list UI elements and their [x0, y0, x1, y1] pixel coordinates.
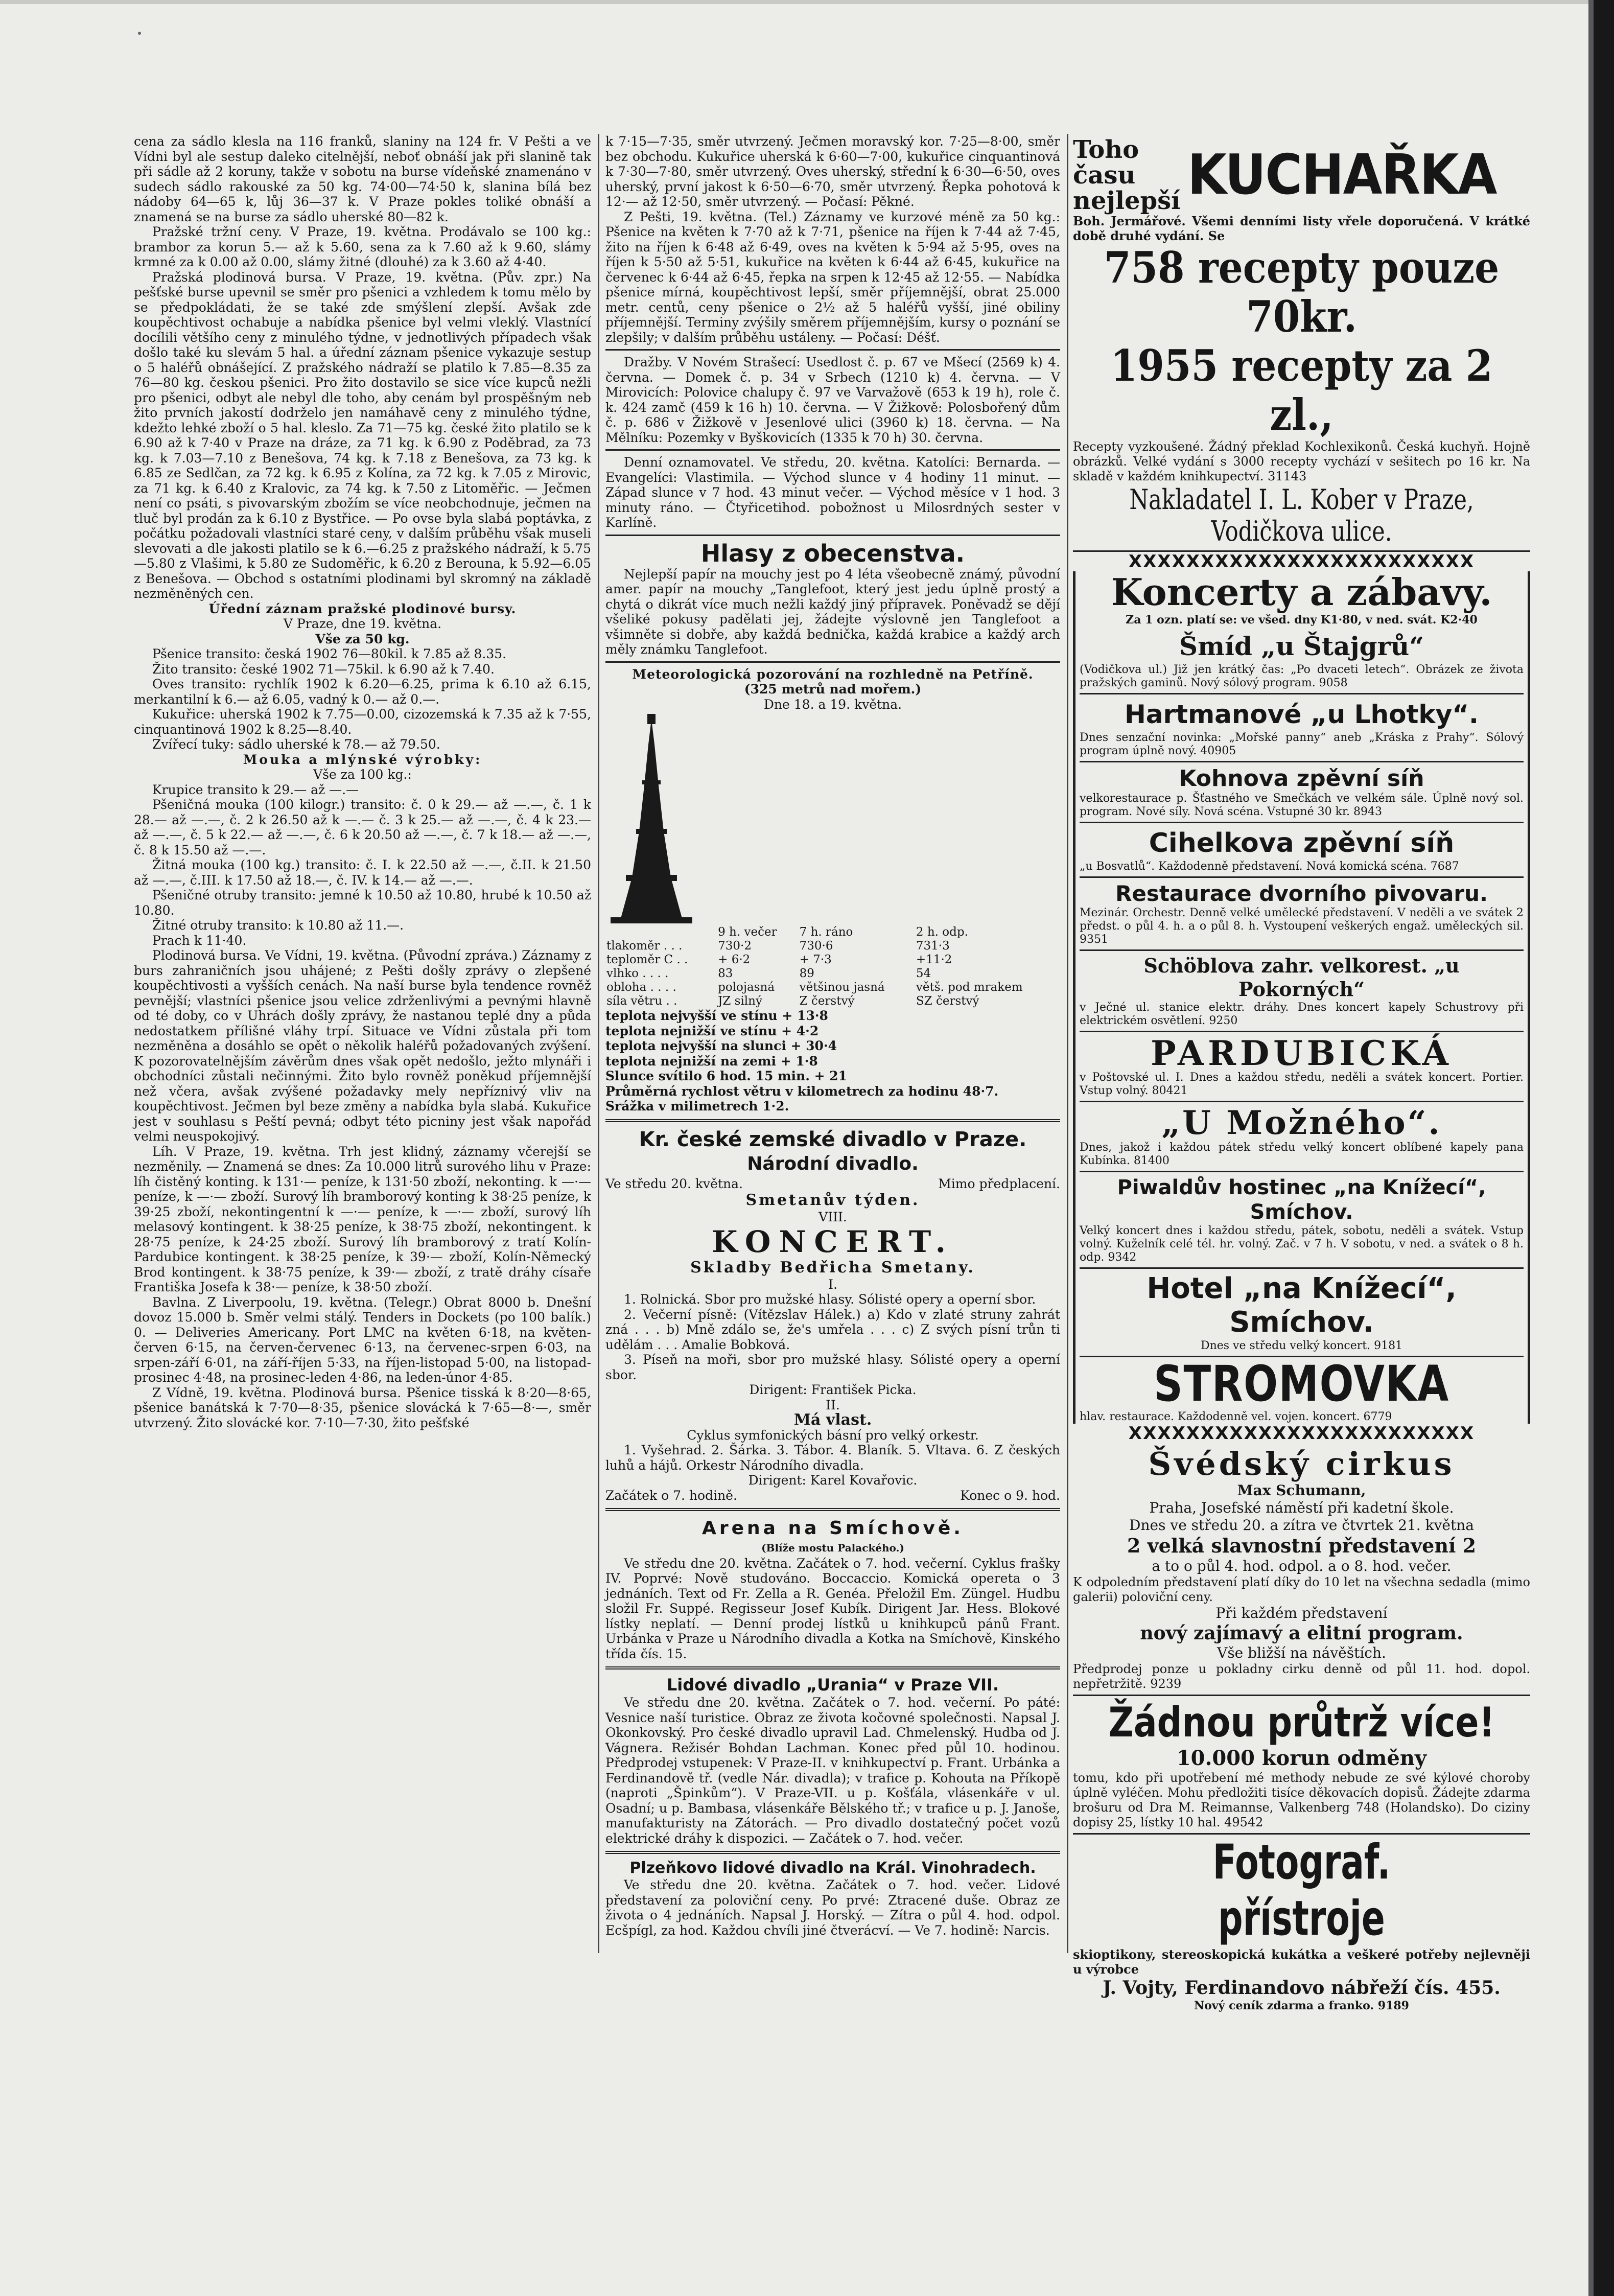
meteo-row	[605, 939, 1060, 953]
meteo-cell: síla větru . .	[606, 994, 677, 1008]
page-right-edge	[1594, 0, 1614, 2296]
arena-text: Ve středu dne 20. května. Začátek o 7. hod. večerní. Cyklus frašky IV. Poprvé: Nově studováno. Boccaccio. Komická opereta o 3 jednáních. Text od Fr. Zella a R. Genéa. Přeložil Em. Züngel. Hudbu složil Fr. Suppé. Regisseur Josef Kubík. Dirigent Jar. Hess. Blokové lístky neplatí. — Denní prodej lístků u knihkupců pánů Frant. Urbánka v Praze u Národního divadla a Kotka na Smíchově, Kinského třída čís. 15.	[605, 1556, 1060, 1661]
meteo-date: Dne 18. a 19. května.	[763, 697, 902, 712]
article-paragraph: Z Vídně, 19. května. Plodinová bursa. Pšenice tisská k 8·20—8·65, pšenice banátská k 7·70—8·35, pšenice slovácká k 7·65—8·—, směr utvrzený. Žito slovácké kor. 7·10—7·30, žito pešťské	[134, 1385, 591, 1430]
ad-title: Restaurace dvorního pivovaru.	[1115, 881, 1488, 906]
ad-title: PARDUBICKÁ	[1151, 1033, 1453, 1073]
kucharka-title: KUCHAŘKA	[1187, 143, 1496, 207]
ad-text: v Ječné ul. stanice elektr. dráhy. Dnes koncert kapely Schustrovy při elektrickém osvětlení. 9250	[1080, 1001, 1524, 1027]
ad-text: Max Schumann,	[1237, 1482, 1366, 1499]
ad-restaurace	[1080, 878, 1524, 951]
concert-item: Cyklus symfonických básní pro velký orkestr.	[687, 1427, 979, 1443]
meteo-cell: SZ čerstvý	[916, 994, 979, 1008]
ad-title: Piwaldův hostinec „na Knížecí“, Smíchov.	[1117, 1176, 1486, 1224]
article-paragraph: Bavlna. Z Liverpoolu, 19. května. (Telegr.) Obrat 8000 b. Dnešní dovoz 15.000 b. Směr velmi stálý. Tenders in Dockets (po 100 balík.) 0. — Deliveries Americany. Port LMC na květen 6·18, na květen-červen 6·15, na červen-červenec 6·13, na červenec-srpen 6·03, na srpen-září 6·01, na září-říjen 5·33, na říjen-listopad 5·00, na listopad-prosinec 4·48, na prosinec-leden 4·86, na leden-únor 4·85.	[134, 1294, 591, 1385]
petrin-tower-illustration	[605, 714, 697, 923]
ad-title: Šmíd „u Štajgrů“	[1179, 631, 1424, 661]
meteo-table	[605, 925, 1060, 1008]
arena-subtitle: (Blíže mostu Palackého.)	[761, 1542, 904, 1554]
meteo-cell: + 6·2	[718, 953, 751, 966]
meteo-cell: obloha . . . .	[606, 981, 676, 994]
ad-title: Hotel „na Knížecí“, Smíchov.	[1147, 1272, 1457, 1339]
urania-text: Ve středu dne 20. května. Začátek o 7. hod. večerní. Po páté: Vesnice naší turistice. Obraz ze života kočovné společnosti. Napsal J. Okonkovský. Pro české divadlo upravil Lad. Chmelenský. Hudba od J. Vágnera. Režisér Bohdan Lachman. Konec před půl 10. hodinou. Předprodej vstupenek: V Praze-II. v knihkupectví p. Frant. Urbánka a Ferdinandově tř. (vedle Nár. divadla); v trafice p. Kohouta na Příkopě (naproti „Špinkům“). V Praze-VII. u p. Košťála, vlásenkáře v ul. Osadní; u p. Bambasa, vlásenkáře Bělského tř.; v trafice u p. J. Janoše, manufakturisty na Zátorách. — Pro divadlo dostatečný počet vozů elektrické dráhy k dispozici. — Začátek o 7. hod. večer.	[605, 1695, 1060, 1846]
section-divider	[605, 449, 1060, 451]
official-record-date: V Praze, dne 19. května.	[283, 616, 442, 631]
price-line: Prach k 11·40.	[152, 933, 247, 948]
ad-text: skioptikony, stereoskopická kukátka a veškeré potřeby nejlevněji u výrobce	[1073, 1947, 1530, 1977]
section-divider	[605, 1508, 1060, 1511]
official-record-unit: Vše za 50 kg.	[315, 631, 410, 646]
ad-title: Schöblova zahr. velkorest. „u Pokorných“	[1143, 954, 1460, 1001]
vinohrady-text: Ve středu dne 20. května. Začátek o 7. hod. večer. Lidové představení za poloviční ceny. Po prvé: Ztracené duše. Obraz ze života o 4 jednáních. Napsal J. Horský. — Zítra o půl 4. hod. odpol. Ecšpígl, za hod. Každou chvíli jiné čtverácví. — Ve 7. hodině: Narcis.	[605, 1877, 1060, 1938]
concert-start: Začátek o 7. hodině.	[605, 1488, 737, 1503]
column-market-reports	[134, 134, 591, 1968]
public-voices-title: Hlasy z obecenstva.	[700, 539, 965, 567]
page-mark	[138, 32, 141, 35]
ad-mozneho	[1080, 1102, 1524, 1172]
meteo-cell: tlakoměr . . .	[606, 939, 683, 953]
kucharka-left-line: Toho	[1073, 135, 1139, 164]
column-advertisements	[1073, 134, 1530, 2012]
flour-unit: Vše za 100 kg.:	[313, 767, 412, 782]
kucharka-left-line: času	[1073, 161, 1136, 190]
price-line: Žito transito: české 1902 71—75kil. k 6.90 až k 7.40.	[152, 661, 495, 677]
meteo-extra-line: Srážka v milimetrech 1·2.	[605, 1099, 789, 1114]
theatre-note: Mimo předplacení.	[938, 1176, 1060, 1191]
ad-kucharka	[1073, 134, 1530, 552]
ad-title: Kohnova zpěvní síň	[1179, 766, 1424, 792]
meteo-cell: většinou jasná	[799, 981, 885, 994]
meteo-extra-line: Slunce svítilo 6 hod. 15 min. + 21	[605, 1069, 848, 1083]
column-news-theatre	[605, 134, 1060, 1953]
ad-pardubicka	[1080, 1032, 1524, 1102]
ad-text: Velký koncert dnes i každou středu, pátek, sobotu, neděli a svátek. Vstup volný. Kuželník celé tél. hr. volný. Zač. v 7 h. V sobotu, v ned. a svátek o 8 h. odp. 9342	[1080, 1224, 1524, 1264]
meteo-subtitle: (325 metrů nad mořem.)	[744, 682, 922, 697]
meteo-cell: + 7·3	[799, 953, 832, 966]
ad-text: tomu, kdo při upotřebení mé methody nebude ze své kýlové choroby úplně vyléčen. Mohu předložiti tisíce děkovacích dopisů. Žádejte zdarma brošuru od Dra M. Reimannse, Valkenberg 748 (Holandsko). Do ciziny dopisy 25, lístky 10 hal. 49542	[1073, 1771, 1530, 1829]
meteo-cell: 730·6	[799, 939, 833, 953]
ad-text: Dnes, jakož i každou pátek středu velký koncert oblíbené kapely pana Kubínka. 81400	[1080, 1141, 1524, 1167]
meteo-cell: teploměr C . .	[606, 953, 688, 966]
section-divider	[605, 661, 1060, 663]
meteo-extra-line: teplota nejvyšší na slunci + 30·4	[605, 1038, 837, 1053]
meteo-extra-line: teplota nejnižší ve stínu + 4·2	[605, 1023, 819, 1038]
concert-part-I: I.	[828, 1277, 837, 1292]
ad-kohnova	[1080, 762, 1524, 823]
ad-address: J. Vojty, Ferdinandovo nábřeží čís. 455.	[1103, 1977, 1501, 1999]
ma-vlast-title: Má vlast.	[793, 1411, 872, 1429]
ad-title: STROMOVKA	[1154, 1355, 1449, 1412]
ad-title: Hartmanové „u Lhotky“.	[1124, 700, 1479, 729]
concert-end: Konec o 9. hod.	[960, 1488, 1060, 1503]
meteo-col-header: 2 h. odp.	[916, 925, 968, 939]
price-line: Krupice transito k 29.— až —.—	[152, 782, 359, 797]
meteo-row	[605, 981, 1060, 994]
meteo-cell: polojasná	[718, 981, 775, 994]
smetana-week-number: VIII.	[818, 1210, 847, 1224]
ad-text: Vše bližší na návěštích.	[1217, 1644, 1386, 1661]
meteo-row	[605, 953, 1060, 967]
article-paragraph: Líh. V Praze, 19. května. Trh jest klidný, záznamy včerejší se nezměnily. — Znamená se dnes: Za 10.000 litrů surového lihu v Praze: líh čistěný konting. k 131·— peníze, k 131·50 zboží, nekonting. k —·— peníze, k —·— zboží. Surový líh bramborový konting k 38·25 peníze, k 39·25 zboží, nekontingentní k —·— peníze, k —·— zboží, surový líh melasový kontingent. k 38·25 peníze, k 38·75 zboží, nekontingent. k 28·75 peníze, k 24·25 zboží. Surový líh bramborový z tratí Kolín-Pardubice kontingent. k 38·25 peníze, k 39·— zboží, Kolín-Německý Brod kontingent. k 38·75 peníze, k 39·— zboží, z tratě dráhy císaře Františka Josefa k 38·— peníze, k 38·50 zboží.	[134, 1144, 591, 1294]
ad-title: Fotograf. přístroje	[1212, 1835, 1391, 1946]
ad-title: Švédský cirkus	[1148, 1445, 1455, 1482]
meteo-cell: 83	[718, 967, 733, 980]
article-paragraph: Plodinová bursa. Ve Vídni, 19. května. (Původní zpráva.) Záznamy z burs zahraničních jsou uhájené; z Pešti došly zprávy o zlepšené koupěchtivosti a vyšších cenách. Na naší burse byla tendence rovněž pevnější; vlastníci pšenice jsou velice zdrženlivými a pevnými hlavně od té doby, co v Uhrách došly zprávy, že nastanou teplé dny a půda nedostatkem přílišné vláhy trpí. Situace ve Vídni zůstala při tom nezměněna a dosáhlo se opět o několik haléřů požadovaných zvýšení. K pozorovatelnějším závěrům dnes však opět nedošlo, ježto mlynáři i obchodníci zůstali nečinnými. Žito bylo rovněž poněkud příjemnější než včera, avšak zvýšené požadavky mely nepříznivý vliv na koupěchtivost. Ječmen byl beze změny a nabídka byla slabá. Kukuřice jest v souhlasu s Peští pevná; odbyt této picniny jest však napořád velmi neuspokojivý.	[134, 948, 591, 1144]
daily-notice-paragraph: Denní oznamovatel. Ve středu, 20. května. Katolíci: Bernarda. — Evangelíci: Vlastimila. — Východ slunce v 4 hodiny 11 minut. — Západ slunce v 7 hod. 43 minut večer. — Východ měsíce v 1 hod. 3 minuty ráno. — Čtyřicetihod. pobožnost u Milosrdných sester v Karlíně.	[605, 455, 1060, 530]
ad-cirkus	[1073, 1443, 1530, 1696]
ad-text: Dnes ve středu 20. a zítra ve čtvrtek 21. května	[1129, 1517, 1474, 1534]
official-record-title: Úřední záznam pražské plodinové bursy.	[208, 601, 517, 616]
ad-stromovka	[1080, 1357, 1524, 1424]
concert-times	[605, 1488, 1060, 1503]
decorative-x-border: XXXXXXXXXXXXXXXXXXXXXXXX	[1128, 1423, 1475, 1444]
theatre-date: Ve středu 20. května.	[605, 1176, 743, 1191]
meteo-cell: JZ silný	[718, 994, 762, 1008]
ad-title: Cihelkova zpěvní síň	[1149, 828, 1455, 859]
concert-title: KONCERT.	[712, 1224, 954, 1259]
price-line: Pšeničná mouka (100 kilogr.) transito: č. 0 k 29.— až —.—, č. 1 k 28.— až —.—, č. 2 k 26.50 až k —.— č. 3 k 25.— až —.—, č. 4 k 23.— až —.—, č. 5 k 22.— až —.—, č. 6 k 20.50 až —.—, č. 7 k 18.— až —.—, č. 8 k 15.50 až —.—.	[134, 797, 591, 857]
flour-heading: Mouka a mlýnské výrobky:	[243, 752, 482, 767]
article-paragraph: k 7·15—7·35, směr utvrzený. Ječmen moravský kor. 7·25—8·00, směr bez obchodu. Kukuřice uherská k 6·60—7·00, kukuřice cinquantinová k 7·30—7·80, směr utvrzený. Oves uherský, střední k 6·30—6·50, oves uherský, první jakost k 6·50—6·70, směr utvrzený. Řepka pohotová k 12·— až 12·50, směr utvrzený. — Počasí: Pěkné.	[605, 134, 1060, 209]
ad-text: nový zajímavý a elitní program.	[1140, 1622, 1463, 1644]
meteo-row	[605, 967, 1060, 981]
kucharka-header	[1073, 137, 1530, 214]
concerts-price-note: Za 1 ozn. platí se: ve všed. dny K1·80, v ned. svát. K2·40	[1126, 613, 1478, 627]
smetana-week: Smetanův týden.	[745, 1191, 920, 1209]
ad-text: (Vodičkova ul.) Již jen krátký čas: „Po dvaceti letech“. Obrázek ze života pražských gaminů. Nový sólový program. 9058	[1080, 663, 1524, 689]
ad-title: „U Možného“.	[1161, 1104, 1442, 1142]
meteo-cell: 730·2	[718, 939, 752, 953]
public-voices-text: Nejlepší papír na mouchy jest po 4 léta všeobecně známý, původní amer. papír na mouchy „Tanglefoot, který jest jedu úplně prostý a chytá o dikrát více much nežli každý jiný přípravek. Poněvadž se dějí všeliké pokusy padělati jej, žádejte výslovně jen Tanglefoot a všimněte si dobře, aby každá bednička, každá krabice a každý arch měly známku Tanglefoot.	[605, 566, 1060, 657]
price-line: Oves transito: rychlík 1902 k 6.20—6.25, prima k 6.10 až 6.15, merkantilní k 6.— až 6.05, vadný k 0.— až 0.—.	[134, 677, 591, 707]
decorative-x-border: XXXXXXXXXXXXXXXXXXXXXXXX	[1128, 551, 1475, 572]
section-divider	[605, 1119, 1060, 1122]
article-paragraph: cena za sádlo klesla na 116 franků, slaniny na 124 fr. V Pešti a ve Vídni byl ale sestup daleko citelnější, neboť obnáší jak při slanině tak při sádle až 2 koruny, takže v sobotu na burse vídeňské znamenáno v sudech sádlo rakouské za 50 kg. 74·00—74·50 k, slanina bílá bez nádoby 64—65 k, lůj 36—37 k. V Praze pokles toliké obnáší a znamená se na burse za sádlo uherské 80—82 k.	[134, 134, 591, 224]
ad-fotograf	[1073, 1835, 1530, 2012]
meteo-cell: 54	[916, 967, 931, 980]
page-top-edge	[0, 0, 1614, 4]
urania-title: Lidové divadlo „Urania“ v Praze VII.	[666, 1675, 999, 1695]
price-line: Zvířecí tuky: sádlo uherské k 78.— až 79.50.	[152, 737, 440, 752]
ad-stajgru	[1080, 627, 1524, 694]
meteo-col-header: 7 h. ráno	[799, 925, 853, 939]
meteo-cell: 89	[799, 967, 814, 980]
concerts-title: Koncerty a zábavy.	[1111, 570, 1492, 614]
meteo-row	[605, 994, 1060, 1008]
publisher-line: Nakladatel I. L. Kober v Praze, Vodičkova ulice.	[1129, 483, 1474, 547]
concert-item: 1. Vyšehrad. 2. Šárka. 3. Tábor. 4. Blaník. 5. Vltava. 6. Z českých luhů a hájů. Orkestr Národního divadla.	[605, 1443, 1060, 1473]
ad-text: Dnes senzační novinka: „Mořské panny“ aneb „Kráska z Prahy“. Sólový program úplně nový. 40905	[1080, 731, 1524, 757]
concert-conductor: Dirigent: Karel Kovařovic.	[748, 1473, 918, 1488]
concert-item: 3. Píseň na moři, sbor pro mužské hlasy. Sólisté opery a operní sbor.	[605, 1352, 1060, 1382]
ad-text: Mezinár. Orchestr. Denně velké umělecké představení. V neděli a ve svátek 2 předst. o půl 4. h. a o půl 8. h. Vystoupení veškerých engaž. uměleckých sil. 9351	[1080, 907, 1524, 946]
price-line: Pšenice transito: česká 1902 76—80kil. k 7.85 až 8.35.	[152, 646, 507, 661]
ad-zadnou-prutrz	[1073, 1696, 1530, 1835]
page-right-shadow	[1588, 0, 1594, 2296]
ad-title: Žádnou průtrž více!	[1108, 1699, 1495, 1746]
section-divider	[605, 535, 1060, 536]
ad-text: Předprodej ponze u pokladny cirku denně od půl 11. hod. dopol. nepřetržitě. 9239	[1073, 1662, 1530, 1691]
ad-text: 2 velká slavnostní představení 2	[1127, 1534, 1477, 1557]
column-rule-1	[598, 134, 599, 1953]
section-divider	[605, 1851, 1060, 1854]
article-paragraph: Pražská plodinová bursa. V Praze, 19. května. (Pův. zpr.) Na pešťské burse upevnil se směr pro pšenici a vzhledem k tomu mělo by se předpokládati, že se také zde smýšlení zlepší. Avšak zde koupěchtivost ochabuje a nabídka pšenice byl velmi vleklý. Vlastnící docílili většího ceny z minulého týdne, v jednotlivých případech však došlo také ku slevám 5 hal. a úřední záznam pšenice vykazuje sestup o 5 haléřů obnášející. Z pražského nádraží se platilo k 7.85—8.35 za 76—80 kg. českou pšenici. Pro žito dostavilo se sice více kupců nežli pro pšenici, odbyt ale nebyl dle toho, aby cenám byl prospěšným neb žito prvních jakostí dodrželo jen namáhavě ceny z minulého týdne, kdežto lehké zboží o 5 hal. kleslo. Za 71—75 kg. české žito platilo se k 6.90 až k 7·40 v Praze na dráze, za 71 kg. k 6.90 z Poděbrad, za 73 kg. k 7.03—7.10 z Benešova, 74 kg. k 7.18 z Benešova, za 73 kg. k 6.85 ze Sedlčan, za 72 kg. k 6.95 z Kolína, za 72 kg. k 7.05 z Mirovic, za 71 kg. k 6.40 z Kralovic, za 74 kg. k 7.50 z Litoměřic. — Ječmen není co psáti, s pivovarským zbožím se více neobchodnuje, ječmen na tluč byl prodán za k 6.10 z Bystřice. — Po ovse byla slabá poptávka, z počátku požadovali vlastníci staré ceny, v dalším průběhu však museli slevovati a dle jakosti platilo se k 6.—6.25 z pražského nádraží, k 5.75—5.80 z Vlašimi, k 5.80 ze Sudoměřic, k 6.20 z Berouna, k 5.92—6.05 z Benešova. — Obchod s ostatními plodinami byl skromný na základě nezměněných cen.	[134, 269, 591, 601]
ad-cihelkova	[1080, 823, 1524, 878]
ad-text: Nový ceník zdarma a franko. 9189	[1194, 1999, 1409, 2012]
recept-offer-2: 1955 recepty za 2 zl.,	[1110, 340, 1493, 440]
section-divider	[605, 349, 1060, 351]
ad-text: Praha, Josefské náměstí při kadetní škole.	[1149, 1499, 1454, 1516]
recept-offer-1: 758 recepty pouze 70kr.	[1104, 242, 1500, 342]
kucharka-text: Boh. Jermářové. Všemi denními listy vřele doporučená. V krátké době druhé vydání. Se	[1073, 214, 1530, 243]
theatre-subtitle: Národní divadlo.	[747, 1153, 919, 1174]
ad-text: a to o půl 4. hod. odpol. a o 8. hod. večer.	[1152, 1558, 1452, 1574]
column-rule-2	[1067, 134, 1068, 1953]
vinohrady-title: Plzeňkovo lidové divadlo na Král. Vinohradech.	[629, 1859, 1036, 1877]
price-line: Žitná mouka (100 kg.) transito: č. I. k 22.50 až —.—, č.II. k 21.50 až —.—, č.III. k 17.50 až 18.—, č. IV. k 14.— až —.—.	[134, 857, 591, 888]
auctions-paragraph: Dražby. V Novém Strašecí: Usedlost č. p. 67 ve Mšecí (2569 k) 4. června. — Domek č. p. 34 v Srbech (1210 k) 4. června. — V Mirovicích: Polovice chalupy č. 97 ve Varvažově (653 k 19 h), role č. k. 424 zamč (459 k 16 h) 10. června. — V Žižkově: Polosbořený dům č. p. 686 v Žižkově v Jesenlové ulici (3960 k) 18. června. — Na Mělníku: Pozemky v Byškovicích (1335 k 70 h) 30. června.	[605, 355, 1060, 445]
meteo-extra-line: teplota nejnižší na zemi + 1·8	[605, 1053, 818, 1069]
ad-hartman	[1080, 694, 1524, 762]
ad-schoblova	[1080, 951, 1524, 1032]
meteo-col-header: 9 h. večer	[718, 925, 777, 939]
article-paragraph: Z Pešti, 19. května. (Tel.) Záznamy ve kurzové méně za 50 kg.: Pšenice na květen k 7·70 až k 7·71, pšenice na říjen k 7·44 až 7·45, žito na říjen k 6·48 až 6·49, oves na květen k 5·94 až 5·95, oves na říjen k 5·50 až 5·51, kukuřice na květen k 6·44 až 6·45, kukuřice na červenec k 6·44 až 6·45, řepka na srpen k 12·45 až 12·55. — Nabídka pšenice mírná, koupěchtivost lepší, směr příjemnější, obrat 25.000 metr. centů, ceny pšenice o 2½ až 5 haléřů vyšší, jiné obiliny příjemnější. Terminy zvýšily směrem příjemnějším, kursy o poznání se zlepšily; v dalším průběhu ustáleny. — Počasí: Déšť.	[605, 209, 1060, 345]
concerts-box	[1073, 571, 1530, 1424]
meteo-extra-line: teplota nejvyšší ve stínu + 13·8	[605, 1008, 828, 1023]
meteo-cell: +11·2	[916, 953, 952, 966]
concert-subtitle: Skladby Bedřicha Smetany.	[690, 1258, 975, 1277]
ad-text: v Poštovské ul. I. Dnes a každou středu, neděli a svátek koncert. Portier. Vstup volný. 80421	[1080, 1071, 1524, 1097]
arena-title: Arena na Smíchově.	[702, 1518, 964, 1539]
price-line: Kukuřice: uherská 1902 k 7.75—0.00, cizozemská k 7.35 až k 7·55, cinquantinová 1902 k 8.25—8.40.	[134, 707, 591, 737]
kucharka-left-line: nejlepší	[1073, 187, 1181, 215]
ad-text: Při každém představení	[1215, 1605, 1388, 1621]
ad-subtitle: 10.000 korun odměny	[1176, 1746, 1427, 1770]
recept-text: Recepty vyzkoušené. Žádný překlad Kochlexikonů. Česká kuchyň. Hojně obrázků. Velké vydání s 3000 recepty vychází v sešitech po 16 kr. Na skladě v každém knihkupectví. 31143	[1073, 439, 1530, 483]
article-paragraph: Pražské tržní ceny. V Praze, 19. května. Prodávalo se 100 kg.: brambor za korun 5.— až k 5.60, sena za k 7.60 až k 9.60, slámy krmné za k 0.00 až 0.00, slámy žitné (dlouhé) za k 3.60 až 4·40.	[134, 224, 591, 269]
ad-hotel	[1080, 1269, 1524, 1357]
ad-text: Dnes ve středu velký koncert. 9181	[1200, 1339, 1403, 1352]
ad-text: velkorestaurace p. Šťastného ve Smečkách ve velkém sále. Úplně nový sol. program. Nové síly. Nová scéna. Vstupné 30 kr. 8943	[1080, 792, 1524, 818]
price-line: Pšeničné otruby transito: jemné k 10.50 až 10.80, hrubé k 10.50 až 10.80.	[134, 888, 591, 918]
meteo-title: Meteorologická pozorování na rozhledně na Petříně.	[632, 666, 1034, 682]
meteo-cell: větš. pod mrakem	[916, 981, 1023, 994]
ad-piwaldv	[1080, 1172, 1524, 1269]
concert-item: 1. Rolnická. Sbor pro mužské hlasy. Sólisté opery a operní sbor.	[624, 1292, 1036, 1307]
theatre-title: Kr. české zemské divadlo v Praze.	[639, 1127, 1027, 1151]
ad-text: K odpoledním představení platí díky do 10 let na všechna sedadla (mimo galerii) poloviční ceny.	[1073, 1575, 1530, 1604]
concert-part-II: II.	[826, 1397, 840, 1412]
ad-text: „u Bosvatlů“. Každodenně představení. Nová komická scéna. 7687	[1080, 860, 1459, 873]
meteo-cell: vlhko . . . .	[606, 967, 669, 980]
concert-conductor: Dirigent: František Picka.	[749, 1382, 917, 1397]
meteo-cell: Z čerstvý	[799, 994, 855, 1008]
concert-item: 2. Večerní písně: (Vítězslav Hálek.) a) Kdo v zlaté struny zahrát zná . . . b) Mně zdálo se, že's umřela . . . c) Z svých písní trůn ti udělám . . . Amalie Bobková.	[605, 1307, 1060, 1352]
price-line: Žitné otruby transito: k 10.80 až 11.—.	[152, 918, 404, 933]
kucharka-left	[1073, 137, 1180, 214]
ad-text: hlav. restaurace. Každodenně vel. vojen. koncert. 6779	[1080, 1410, 1392, 1423]
theatre-date-row	[605, 1176, 1060, 1192]
section-divider	[605, 1666, 1060, 1669]
meteo-extra-line: Průměrná rychlost větru v kilometrech za hodinu 48·7.	[605, 1083, 999, 1099]
meteo-cell: 731·3	[916, 939, 950, 953]
